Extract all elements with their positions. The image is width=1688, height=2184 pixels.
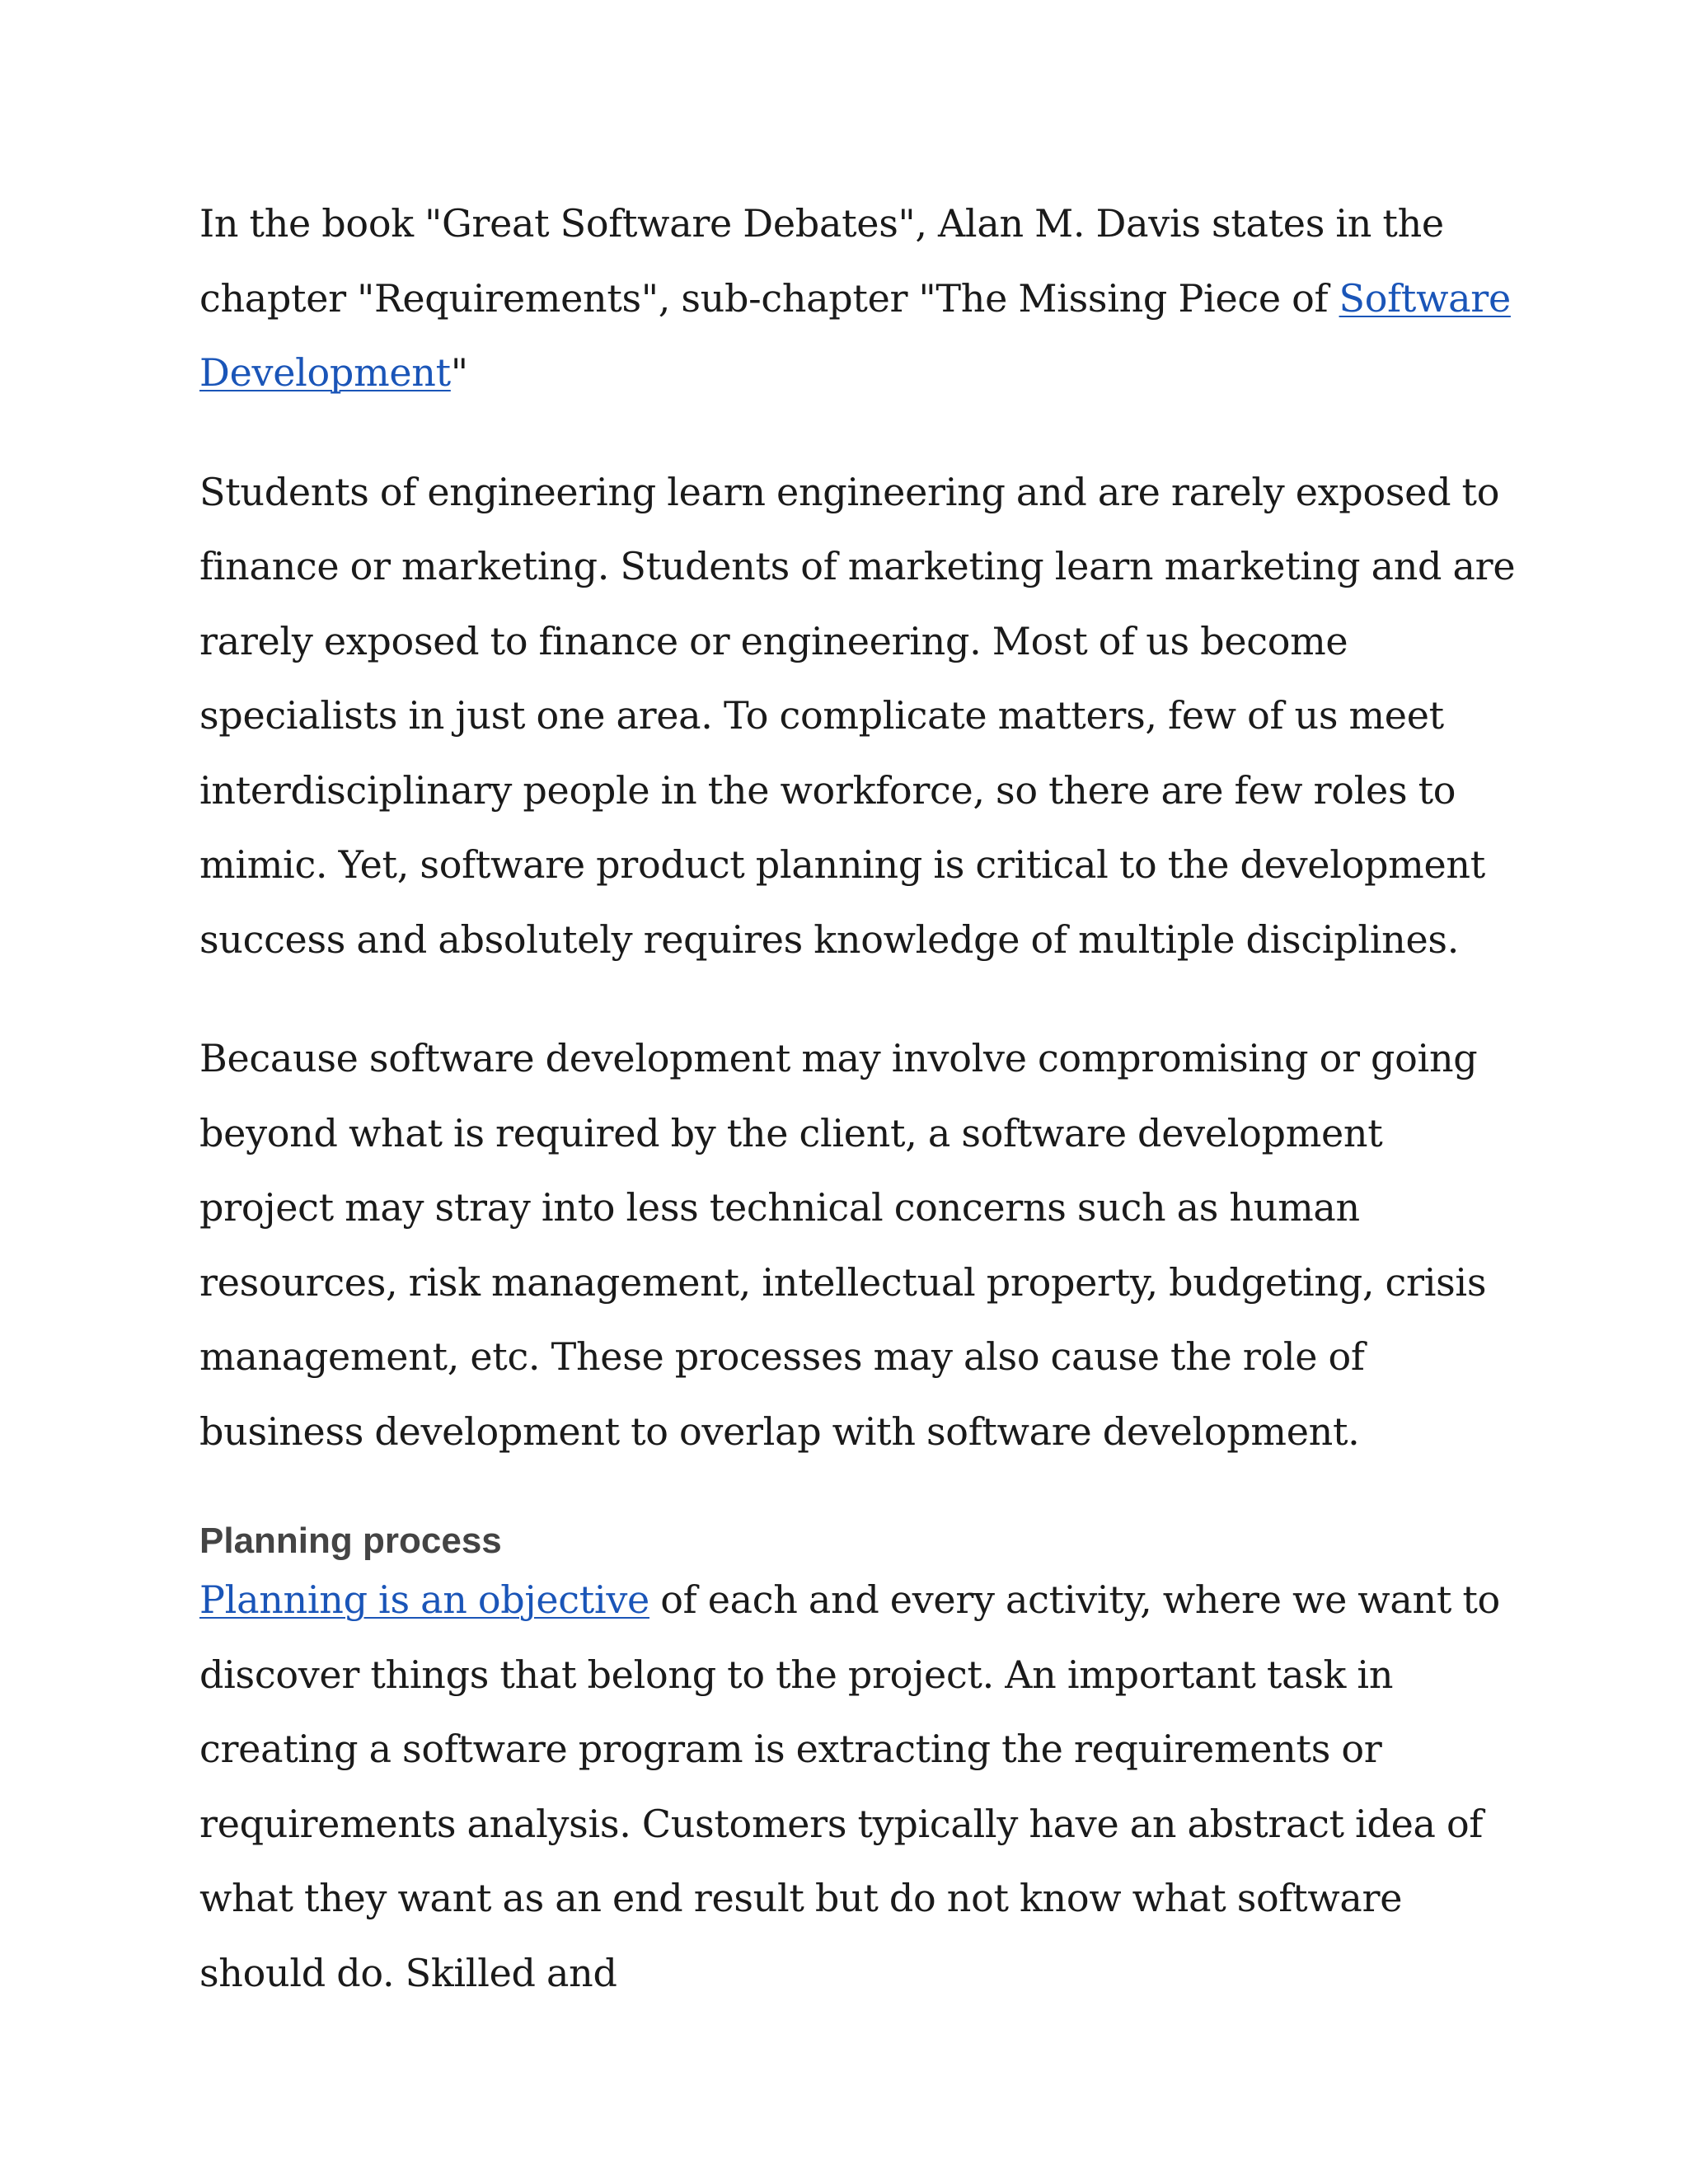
document-body	[199, 186, 1518, 2010]
paragraph-compromising: Because software development may involve compromising or going beyond what is required by the client, a software development project may stray into less technical concerns such as human resources, risk management, intellectual property, budgeting, crisis management, etc. These processes may also cause the role of business development to overlap with software development.	[199, 1036, 1487, 1454]
paragraph-students: Students of engineering learn engineering and are rarely exposed to finance or marketing. Students of marketing learn marketing and are rarely exposed to finance or engineering. Most of us become specialists in just one area. To complicate matters, few of us meet interdisciplinary people in the workforce, so there are few roles to mimic. Yet, software product planning is critical to the development success and absolutely requires knowledge of multiple disciplines.	[199, 469, 1516, 962]
planning-text: of each and every activity, where we want to discover things that belong to the project. An important task in creating a software program is extracting the requirements or requirements analysis. Customers typically have an abstract idea of what they want as an end result but do not know what software should do. Skilled and	[199, 1577, 1500, 1995]
software-development-link[interactable]: Software Development	[199, 275, 1511, 395]
paragraph-intro	[199, 186, 1518, 410]
intro-text: In the book "Great Software Debates", Alan M. Davis states in the chapter "Requirements", sub-chapter "The Missing Piece of	[199, 201, 1444, 321]
planning-objective-link[interactable]: Planning is an objective	[199, 1577, 649, 1622]
intro-text-end: "	[450, 350, 468, 395]
section-heading-planning-process: Planning process	[199, 1521, 502, 1561]
paragraph-planning	[199, 1563, 1518, 2010]
